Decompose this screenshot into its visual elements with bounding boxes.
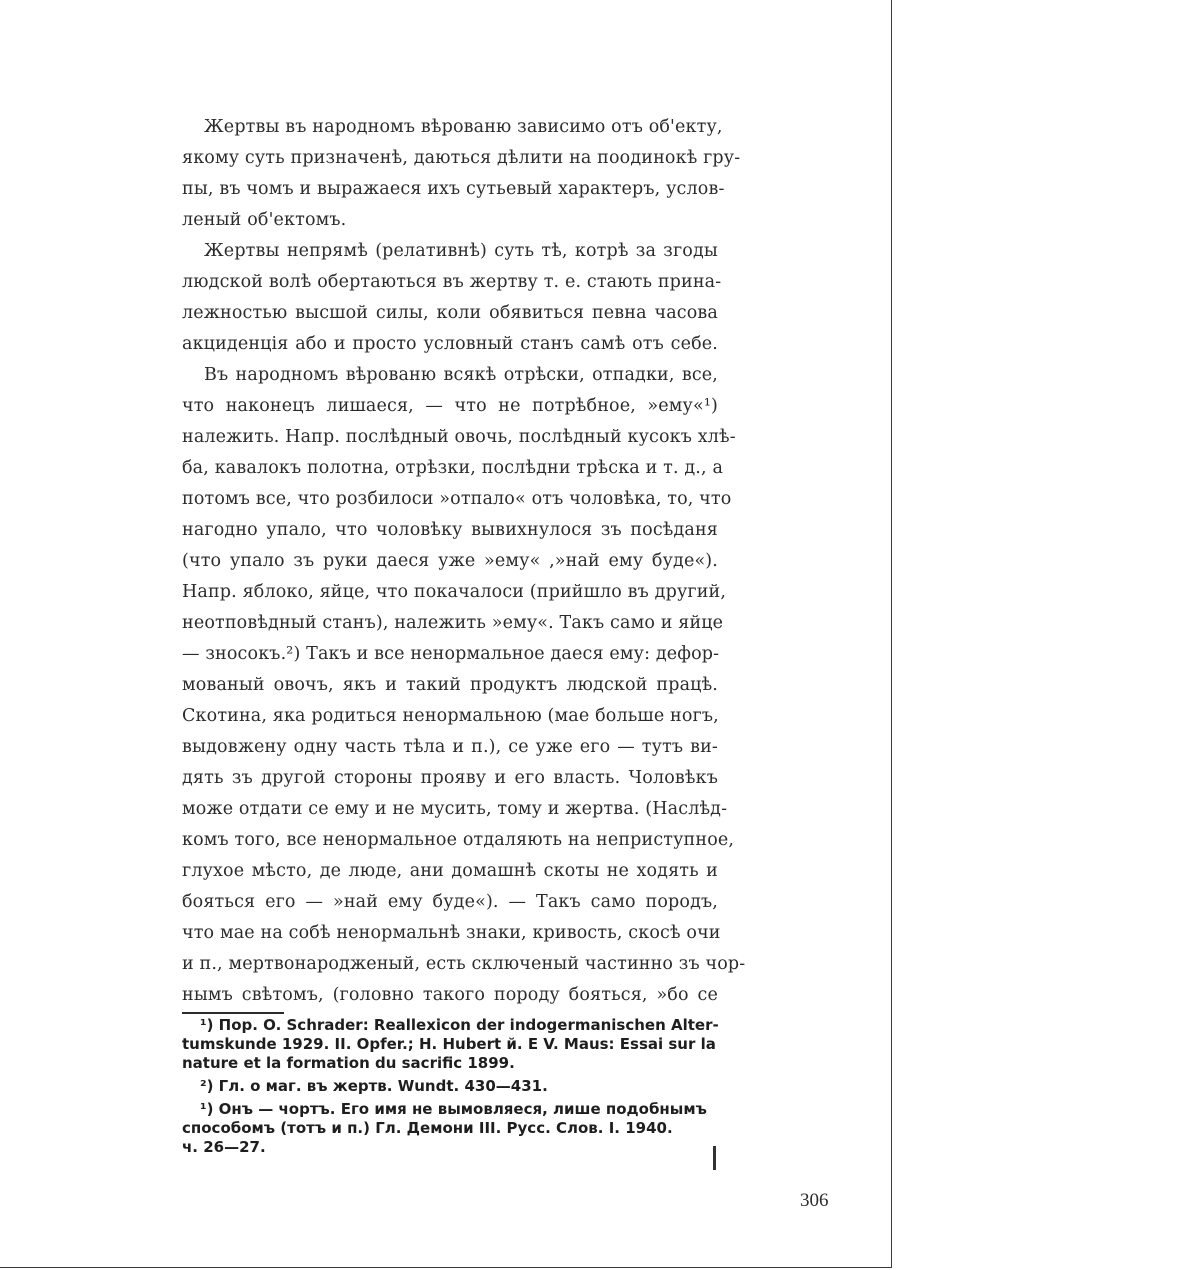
text-line: Жертвы непрямѣ (релативнѣ) суть тѣ, котрѣ за згоды [204,241,718,261]
text-line: Жертвы въ народномъ вѣрованю зависимо отъ об'екту, [204,117,723,137]
text-line: людской волѣ обертаються въ жертву т. е. стають прина- [182,272,722,292]
paragraph-2 [182,236,722,360]
paragraph-3 [182,360,746,1011]
text-line: акциденція або и просто условный станъ самѣ отъ себе. [182,334,718,354]
text-line: мованый овочъ, якъ и такий продуктъ людской працѣ. [182,675,718,695]
text-line: выдовжену одну часть тѣла и п.), се уже его — тутъ ви- [182,737,718,757]
main-text [182,112,746,1011]
text-line: дять зъ другой стороны прояву и его власть. Чоловѣкъ [182,768,718,788]
text-line: пы, въ чомъ и выражаеся ихъ сутьевый характеръ, услов- [182,179,725,199]
footnote-line: ¹) Онъ — чортъ. Его имя не вымовляеся, лише подобнымъ [200,1100,707,1118]
footnote-line: ²) Гл. о маг. въ жертв. Wundt. 430—431. [200,1077,548,1095]
text-line: ба, кавалокъ полотна, отрѣзки, послѣдни трѣска и т. д., а [182,458,724,478]
footnotes [182,1016,718,1161]
footnote-divider [182,1012,284,1014]
text-line: леный об'ектомъ. [182,210,347,230]
text-line: комъ того, все ненормальное отдаляють на неприступное, [182,830,735,850]
footnote-line: tumskunde 1929. II. Opfer.; H. Hubert й. E V. Maus: Essai sur la [182,1035,716,1053]
text-line: (что упало зъ руки даеся уже »ему« ,»най ему буде«). [182,551,718,571]
text-line: Въ народномъ вѣрованю всякѣ отрѣски, отпадки, все, [204,365,718,385]
footnote-1 [182,1016,718,1073]
text-line: — зносокъ.²) Такъ и все ненормальное даеся ему: дефор- [182,644,720,664]
text-line: може отдати се ему и не мусить, тому и жертва. (Наслѣд- [182,799,728,819]
text-line: глухое мѣсто, де люде, ани домашнѣ скоты не ходять и [182,861,718,881]
footnote-line: способомъ (тотъ и п.) Гл. Демони III. Русс. Слов. I. 1940. [182,1119,673,1137]
page-number: 306 [800,1190,829,1211]
text-line: нымъ свѣтомъ, (головно такого породу бояться, »бо се [182,985,718,1005]
text-line: належить. Напр. послѣдный овочь, послѣдный кусокъ хлѣ- [182,427,736,447]
footnote-line: ч. 26—27. [182,1138,266,1156]
text-line: что мае на собѣ ненормальнѣ знаки, кривость, скосѣ очи [182,923,721,943]
text-line: и п., мертвонародженый, есть сключеный частинно зъ чор- [182,954,746,974]
text-line: что наконецъ лишаеся, — что не потрѣбное, »ему«¹) [182,396,718,416]
footnote-3 [182,1100,718,1157]
footnote-2 [182,1077,718,1096]
footnote-line: ¹) Пор. O. Schrader: Reallexicon der indogermanischen Alter- [200,1016,719,1034]
text-line: Скотина, яка родиться ненормальною (мае больше ногъ, [182,706,719,726]
footnote-line: nature et la formation du sacrific 1899. [182,1054,515,1072]
text-line: нагодно упало, что чоловѣку вывихнулося зъ посѣданя [182,520,718,540]
text-line: бояться его — »най ему буде«). — Такъ само породъ, [182,892,718,912]
text-line: Напр. яблоко, яйце, что покачалоси (прийшло въ другий, [182,582,727,602]
paragraph-1 [182,112,741,236]
text-line: лежностью высшой силы, коли обявиться певна часова [182,303,718,323]
text-line: неотповѣдный станъ), належить »ему«. Такъ само и яйце [182,613,724,633]
text-line: потомъ все, что розбилоси »отпало« отъ чоловѣка, то, что [182,489,732,509]
scan-artifact [713,1146,716,1170]
text-line: якому суть призначенѣ, даються дѣлити на поодинокѣ гру- [182,148,741,168]
